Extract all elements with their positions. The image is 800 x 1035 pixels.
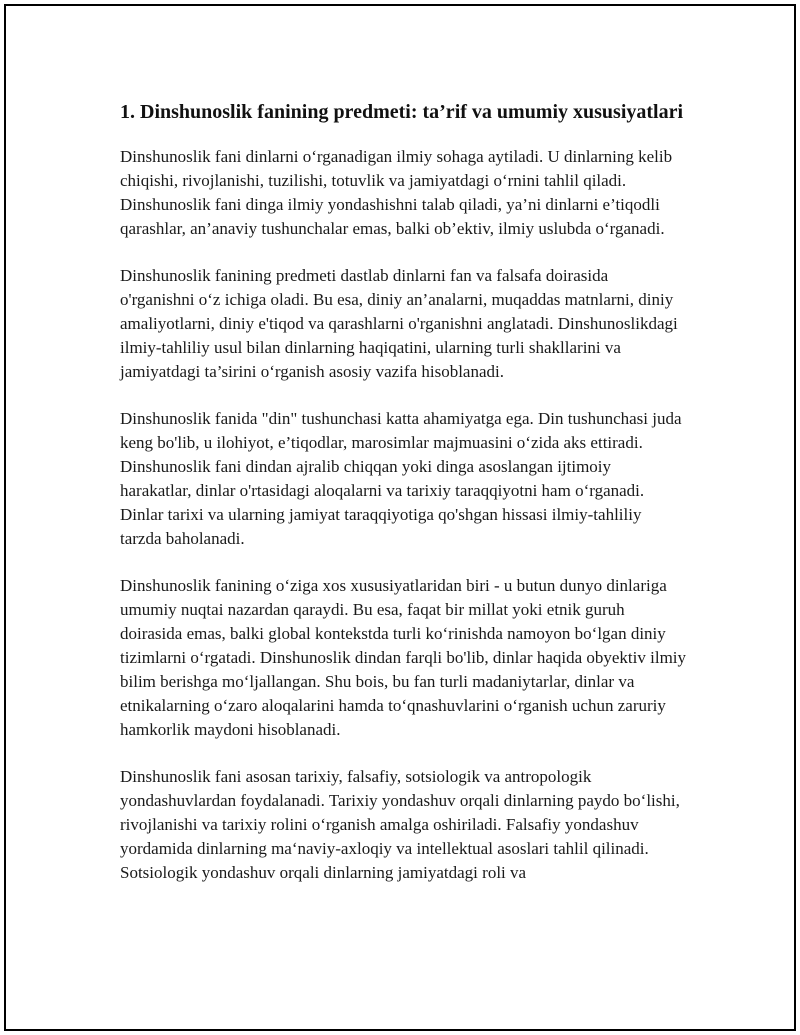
paragraph-subject: Dinshunoslik fanining predmeti dastlab dinlarni fan va falsafa doirasida o'rganishni o‘z ichiga oladi. Bu esa, diniy an’analarni, muqaddas matnlarni, diniy amaliyotlarni, diniy e'tiqod va qarashlarni o'rganishni anglatadi. Dinshunoslikdagi ilmiy-tahliliy usul bilan dinlarning haqiqatini, ularning turli shakllarini va jamiyatdagi ta’sirini o‘rganish asosiy vazifa hisoblanadi.: [120, 266, 678, 381]
document-body: [120, 99, 686, 908]
paragraph-definition: Dinshunoslik fani dinlarni o‘rganadigan ilmiy sohaga aytiladi. U dinlarning kelib chiqishi, rivojlanishi, tuzilishi, totuvlik va jamiyatdagi o‘rnini tahlil qiladi. Dinshunoslik fani dinga ilmiy yondashishni talab qiladi, ya’ni dinlarni e’tiqodli qarashlar, an’anaviy tushunchalar emas, balki ob’ektiv, ilmiy uslubda o‘rganadi.: [120, 147, 673, 238]
paragraph-approaches: Dinshunoslik fani asosan tarixiy, falsafiy, sotsiologik va antropologik yondashuvlardan foydalanadi. Tarixiy yondashuv orqali dinlarning paydo bo‘lishi, rivojlanishi va tarixiy rolini o‘rganish amalga oshiriladi. Falsafiy yondashuv yordamida dinlarning ma‘naviy-axloqiy va intellektual asoslari tahlil qilinadi. Sotsiologik yondashuv orqali dinlarning jamiyatdagi roli va: [120, 767, 680, 882]
paragraph-religion-concept: Dinshunoslik fanida "din" tushunchasi katta ahamiyatga ega. Din tushunchasi juda keng bo'lib, u ilohiyot, e’tiqodlar, marosimlar majmuasini o‘zida aks ettiradi. Dinshunoslik fani dindan ajralib chiqqan yoki dinga asoslangan ijtimoiy harakatlar, dinlar o'rtasidagi aloqalarni va tarixiy taraqqiyotni ham o‘rganadi. Dinlar tarixi va ularning jamiyat taraqqiyotiga qo'shgan hissasi ilmiy-tahliliy tarzda baholanadi.: [120, 409, 682, 548]
page-frame: [4, 4, 796, 1031]
paragraph-features: Dinshunoslik fanining o‘ziga xos xususiyatlaridan biri - u butun dunyo dinlariga umumiy nuqtai nazardan qaraydi. Bu esa, faqat bir millat yoki etnik guruh doirasida emas, balki global kontekstda turli ko‘rinishda namoyon bo‘lgan diniy tizimlarni o‘rgatadi. Dinshunoslik dindan farqli bo'lib, dinlar haqida obyektiv ilmiy bilim berishga mo‘ljallangan. Shu bois, bu fan turli madaniytarlar, dinlar va etnikalarning o‘zaro aloqalarini hamda to‘qnashuvlarini o‘rganish uchun zaruriy hamkorlik maydoni hisoblanadi.: [120, 576, 687, 739]
section-heading: 1. Dinshunoslik fanining predmeti: ta’rif va umumiy xususiyatlari: [120, 101, 684, 123]
